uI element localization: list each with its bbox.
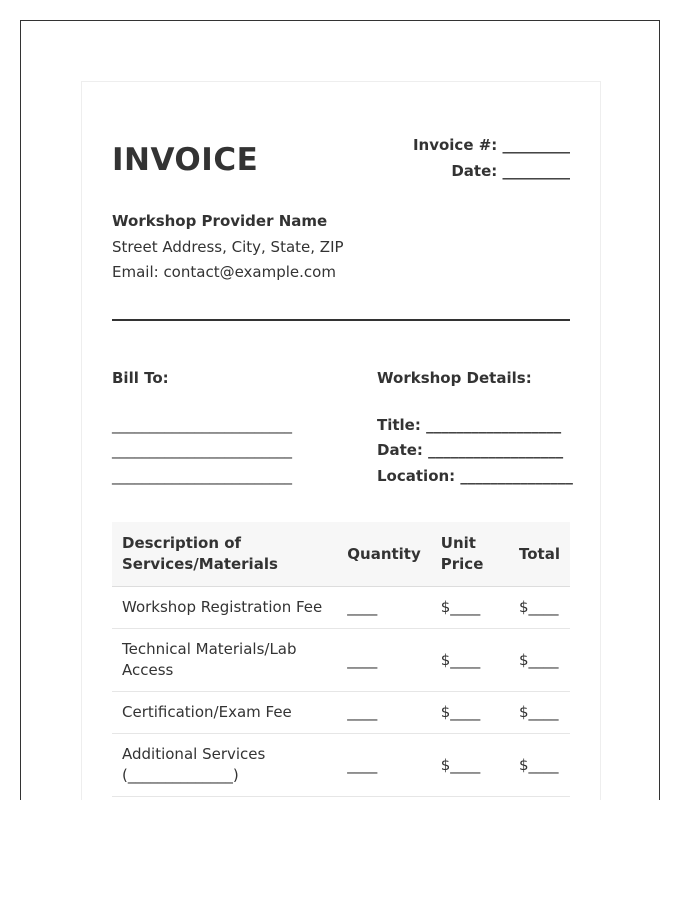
page-frame xyxy=(20,20,660,800)
table-header-row xyxy=(112,522,570,587)
column-header-description: Description of Services/Materials xyxy=(112,522,337,587)
provider-name: Workshop Provider Name xyxy=(112,212,328,230)
cell-description: Workshop Registration Fee xyxy=(112,587,337,629)
cell-unit-price: $____ xyxy=(431,692,509,734)
workshop-details-label: Workshop Details: xyxy=(377,369,532,387)
invoice-meta xyxy=(413,132,570,184)
cell-description: Technical Materials/Lab Access xyxy=(112,629,337,692)
cell-total: $____ xyxy=(509,692,570,734)
column-header-quantity: Quantity xyxy=(337,522,431,587)
bill-to-line: ________________________ xyxy=(112,415,292,434)
workshop-date-line: Date: __________________ xyxy=(377,441,564,459)
cell-quantity: ____ xyxy=(337,587,431,629)
cell-total: $____ xyxy=(509,734,570,797)
bill-to-line: ________________________ xyxy=(112,441,292,459)
cell-quantity: ____ xyxy=(337,692,431,734)
cell-description: Additional Services (______________) xyxy=(112,734,337,797)
invoice-sheet xyxy=(81,81,601,800)
invoice-date-line: Date: _________ xyxy=(451,162,570,180)
cell-unit-price: $____ xyxy=(431,629,509,692)
provider-email: Email: contact@example.com xyxy=(112,263,336,281)
workshop-details-block xyxy=(377,366,573,489)
table-row xyxy=(112,734,570,797)
cell-description: Certification/Exam Fee xyxy=(112,692,337,734)
provider-address: Street Address, City, State, ZIP xyxy=(112,237,344,256)
bill-to-line: ________________________ xyxy=(112,466,292,485)
invoice-title: INVOICE xyxy=(112,142,259,178)
invoice-number-line: Invoice #: _________ xyxy=(412,136,570,154)
header-divider xyxy=(112,319,570,321)
workshop-location-line: Location: _______________ xyxy=(377,466,573,485)
cell-total: $____ xyxy=(509,587,570,629)
bill-to-label: Bill To: xyxy=(112,369,169,387)
provider-block xyxy=(112,209,344,286)
table-row xyxy=(112,629,570,692)
workshop-title-line: Title: __________________ xyxy=(377,415,562,434)
cell-quantity: ____ xyxy=(337,629,431,692)
bill-to-block xyxy=(112,366,292,489)
cell-total: $____ xyxy=(509,629,570,692)
table-row xyxy=(112,587,570,629)
services-table xyxy=(112,522,570,797)
table-row xyxy=(112,692,570,734)
column-header-unit-price: Unit Price xyxy=(431,522,509,587)
cell-quantity: ____ xyxy=(337,734,431,797)
column-header-total: Total xyxy=(509,522,570,587)
cell-unit-price: $____ xyxy=(431,587,509,629)
cell-unit-price: $____ xyxy=(431,734,509,797)
